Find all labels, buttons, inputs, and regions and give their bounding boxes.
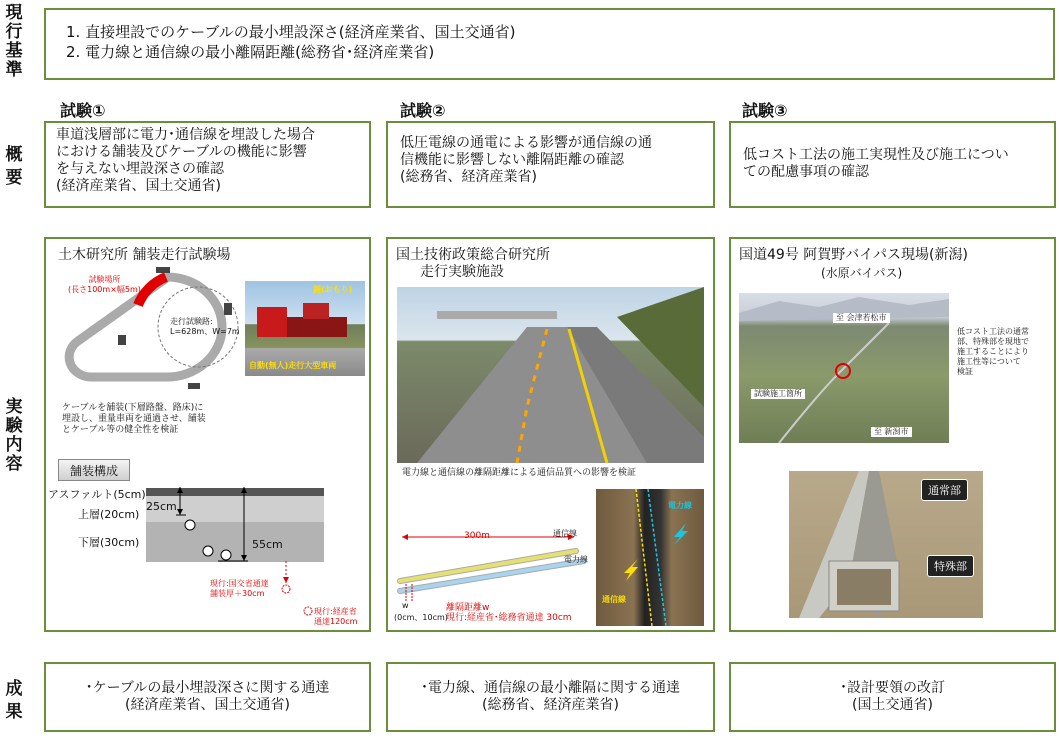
to-niigata-label: 至 新潟市 [871, 427, 912, 437]
trial-1-title: 試験① [60, 101, 106, 120]
lower-label: 下層(30cm) [78, 536, 140, 549]
exp1-title: 土木研究所 舗装走行試験場 [58, 247, 231, 263]
construction-photo [789, 471, 983, 618]
length-300m: 300m [464, 531, 490, 541]
line-separation-diagram [392, 529, 592, 609]
exp2-title: 国土技術政策総合研究所 走行実験施設 [396, 247, 550, 280]
aerial-photo [739, 293, 949, 443]
exp3-title: 国道49号 阿賀野バイパス現場(新潟) [739, 247, 968, 263]
dim-25cm: 25cm [146, 500, 177, 513]
truck-photo [245, 281, 365, 376]
truck-label: 自動(無人)走行大型車両 [249, 361, 337, 370]
truck-weight [303, 303, 329, 319]
standard-item-1: 1. 直接埋設でのケーブルの最小埋設深さ(経済産業省、国土交通省) [66, 23, 516, 41]
range-label: (0cm、10cm) [394, 613, 448, 622]
truck-cab [257, 307, 287, 337]
trial-3-title: 試験③ [742, 101, 788, 120]
overview-box-1: 車道浅層部に電力･通信線を埋設した場合 における舗装及びケーブルの機能に影響 を与えない埋設深さの確認 (経済産業省、国土交通省) [44, 121, 371, 208]
label-overview: 概 要 [5, 145, 23, 188]
w-label: w [402, 601, 409, 610]
standard-item-2: 2. 電力線と通信線の最小離隔距離(総務省･経済産業省) [66, 43, 435, 61]
exp3-subtitle: (水原バイパス) [821, 266, 903, 280]
special-part-label: 特殊部 [927, 555, 974, 577]
truck-body [287, 317, 347, 337]
weight-label: 錘(おもり) [313, 285, 353, 294]
photo-power-label: 電力線 [668, 501, 692, 510]
result-box-1: ･ケーブルの最小埋設深さに関する通達 (経済産業省、国土交通省) [44, 662, 371, 732]
label-experiment: 実 験 内 容 [5, 397, 23, 474]
normal-part-label: 通常部 [921, 479, 968, 501]
photo-comm-label: 通信線 [602, 595, 626, 604]
current-standard-box [44, 8, 1055, 80]
trial-2-title: 試験② [400, 101, 446, 120]
exp3-description: 低コスト工法の通常 部、特殊部を現地で 施工することにより 施工性等について 検証 [957, 327, 1029, 376]
upper-label: 上層(20cm) [78, 508, 140, 521]
exp2-photo-caption: 電力線と通信線の離隔距離による通信品質への影響を検証 [402, 468, 637, 478]
exp1-description: ケーブルを舗装(下層路盤、路床)に 埋設し、重量車両を通過させ、舗装 とケーブル等の健全性を検証 [62, 403, 206, 435]
current-mlit-note: 現行:国交省通達 舗装厚＋30cm [210, 579, 269, 598]
experiment-box-1 [44, 237, 371, 632]
track-size-label: 走行試験路: L=628m、W=7m [170, 317, 240, 336]
test-site-label-3: 試験施工箇所 [751, 389, 805, 399]
asphalt-label: アスファルト(5cm) [48, 488, 146, 501]
test-site-label: 試験場所 (長さ100m×幅5m) [68, 275, 141, 294]
label-current-standard: 現 行 基 準 [5, 3, 23, 80]
cable-closeup-photo [596, 489, 704, 626]
to-aizu-label: 至 会津若松市 [833, 313, 890, 323]
result-box-2: ･電力線、通信線の最小離隔に関する通達 (総務省、経済産業省) [386, 662, 715, 732]
overview-box-3: 低コスト工法の施工実現性及び施工につい ての配慮事項の確認 [729, 121, 1056, 208]
separation-distance: 離隔距離w 現行:経産省･総務省通達 30cm [446, 603, 572, 623]
road-drawing [397, 287, 704, 463]
overview-box-2: 低圧電線の通電による影響が通信線の通 信機能に影響しない離隔距離の確認 (総務省、経済産業省) [386, 121, 715, 208]
power-line-label: 電力線 [564, 555, 588, 564]
result-box-3: ･設計要領の改訂 (国土交通省) [729, 662, 1056, 732]
experiment-box-2 [386, 237, 715, 632]
experiment-box-3 [729, 237, 1056, 632]
label-result: 成 果 [5, 679, 23, 722]
current-meti-note: 現行:経産省 通達120cm [314, 607, 358, 626]
comm-line-label: 通信線 [553, 529, 577, 538]
road-facility-photo [397, 287, 704, 463]
dim-55cm: 55cm [252, 538, 283, 551]
pavement-structure-button[interactable]: 舗装構成 [58, 459, 130, 481]
